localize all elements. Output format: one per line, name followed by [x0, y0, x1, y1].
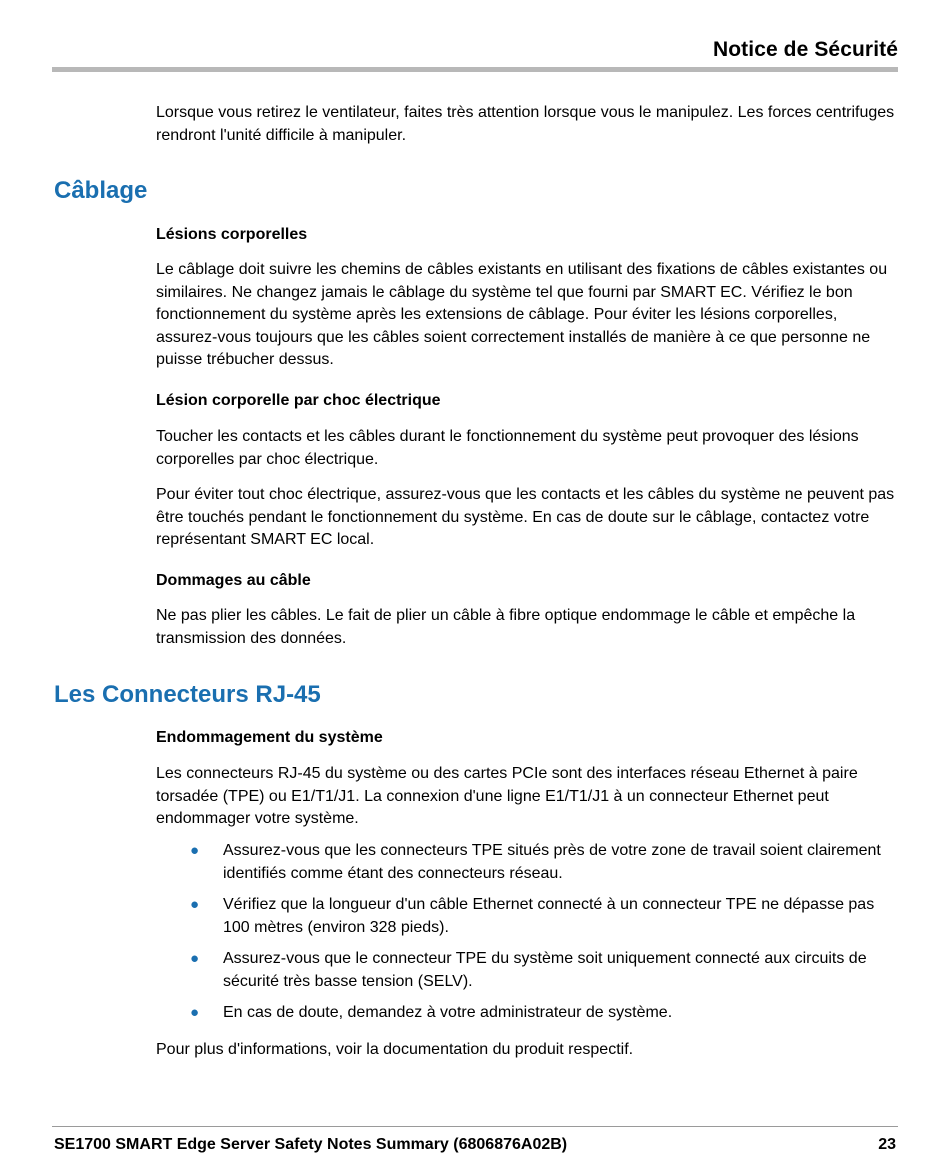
paragraph-dommages-1: Ne pas plier les câbles. Le fait de plier un câble à fibre optique endommage le câble et empêche la transmission des données. [156, 607, 856, 647]
subheading-choc-electrique: Lésion corporelle par choc électrique [156, 392, 441, 409]
subheading-lesions-corporelles: Lésions corporelles [156, 226, 308, 243]
paragraph-cablage-1: Le câblage doit suivre les chemins de câbles existants en utilisant des fixations de câbles existantes ou similaires. Ne changez jamais le câblage du système tel que fourni par SMART EC. Vérifiez le bon fonctionnement du système après les extensions de câblage. Pour éviter les lésions corporelles, assurez-vous toujours que les câbles soient correctement installés de manière à ce que personne ne puisse trébucher dessus. [156, 261, 888, 369]
list-item-text: En cas de doute, demandez à votre administrateur de système. [223, 1004, 673, 1021]
paragraph-rj45-1: Les connecteurs RJ-45 du système ou des cartes PCIe sont des interfaces réseau Ethernet à paire torsadée (TPE) ou E1/T1/J1. La connexion d'une ligne E1/T1/J1 à un connecteur Ethernet peut endommager votre système. [156, 765, 858, 828]
subheading-dommages-cable: Dommages au câble [156, 572, 311, 589]
bullet-dot-icon: ● [190, 842, 200, 859]
section-heading-rj45: Les Connecteurs RJ-45 [54, 681, 321, 708]
header-title: Notice de Sécurité [712, 38, 898, 61]
paragraph-choc-1: Toucher les contacts et les câbles durant le fonctionnement du système peut provoquer des lésions corporelles par choc électrique. [156, 428, 859, 468]
bullet-dot-icon: ● [190, 1004, 200, 1021]
footer-rule [52, 1126, 898, 1127]
closing-paragraph: Pour plus d'informations, voir la documentation du produit respectif. [156, 1041, 634, 1058]
bullet-dot-icon: ● [190, 950, 200, 967]
footer-document-title: SE1700 SMART Edge Server Safety Notes Summary (6806876A02B) [54, 1136, 568, 1153]
footer-page-number: 23 [878, 1136, 896, 1153]
list-item-text: Assurez-vous que le connecteur TPE du système soit uniquement connecté aux circuits de sécurité très basse tension (SELV). [223, 950, 867, 990]
section-heading-cablage: Câblage [54, 177, 148, 204]
header-rule [52, 67, 898, 72]
list-item-text: Vérifiez que la longueur d'un câble Ethernet connecté à un connecteur TPE ne dépasse pas 100 mètres (environ 328 pieds). [223, 896, 875, 936]
paragraph-choc-2: Pour éviter tout choc électrique, assurez-vous que les contacts et les câbles du système ne peuvent pas être touchés pendant le fonctionnement du système. En cas de doute sur le câblage, contactez votre représentant SMART EC local. [156, 486, 895, 549]
intro-paragraph: Lorsque vous retirez le ventilateur, faites très attention lorsque vous le manipulez. Les forces centrifuges rendront l'unité difficile à manipuler. [156, 104, 895, 144]
bullet-dot-icon: ● [190, 896, 200, 913]
list-item-text: Assurez-vous que les connecteurs TPE situés près de votre zone de travail soient clairement identifiés comme étant des connecteurs réseau. [223, 842, 881, 882]
subheading-endommagement: Endommagement du système [156, 729, 383, 746]
